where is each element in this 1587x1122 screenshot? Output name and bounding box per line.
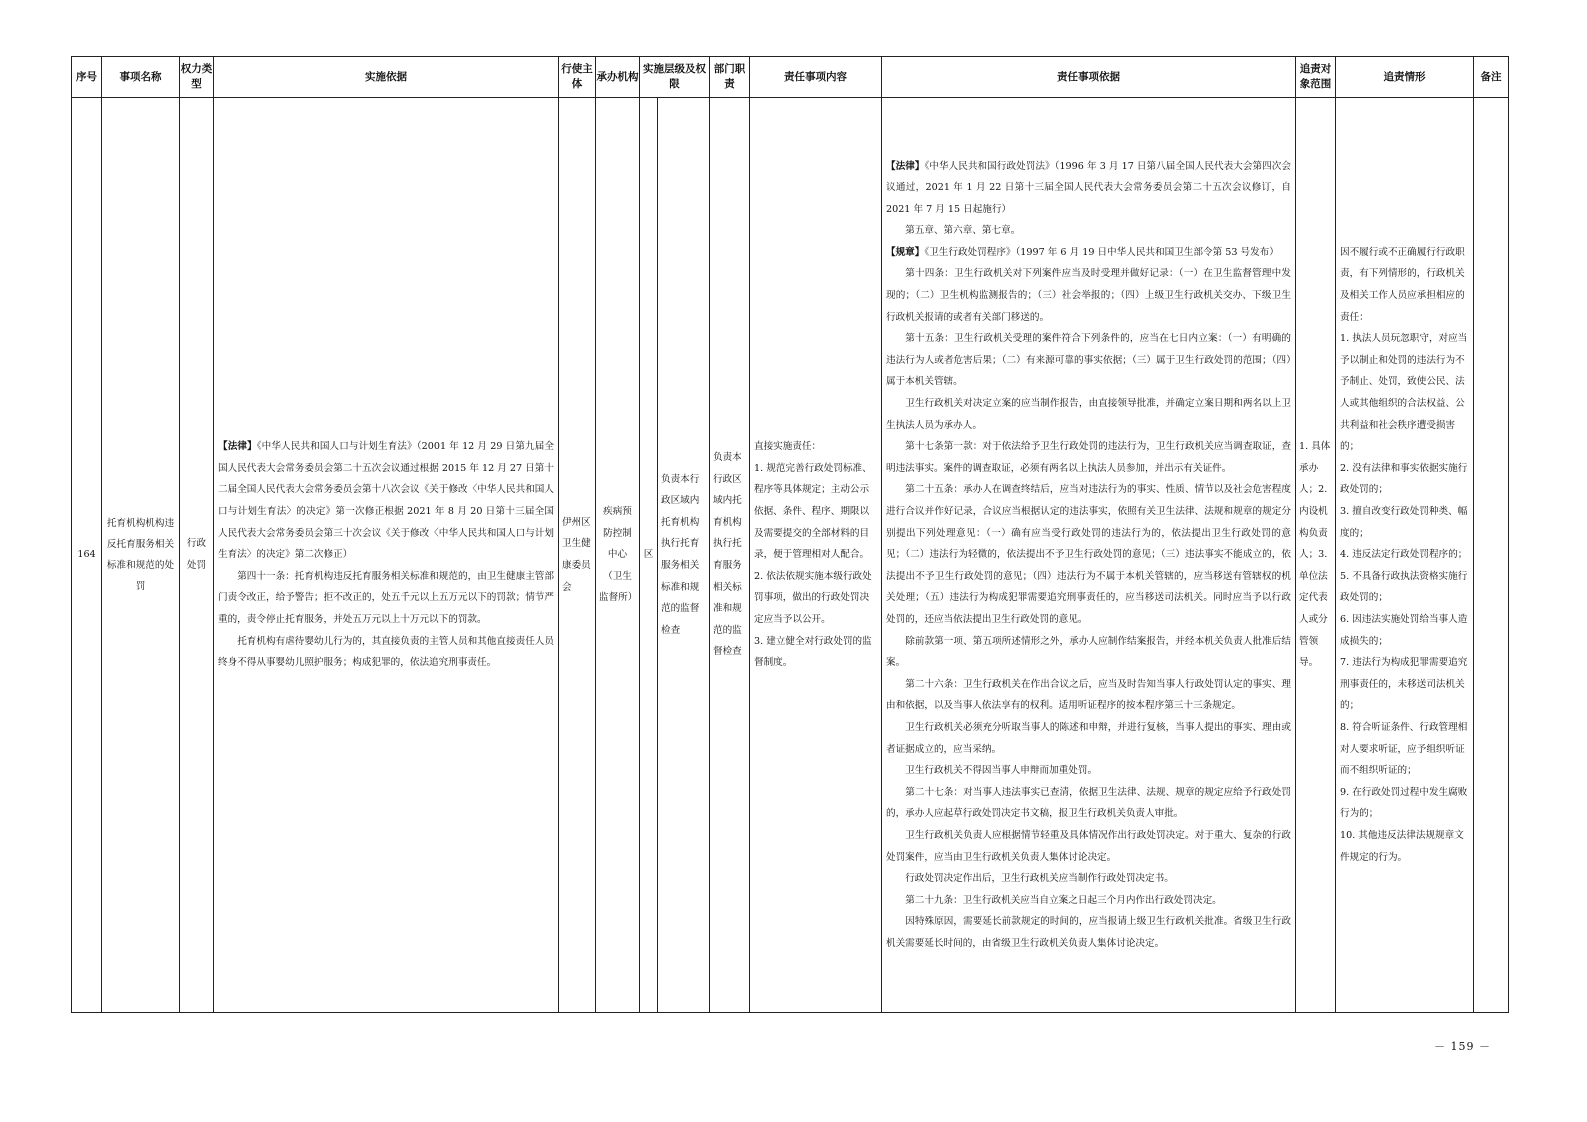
cell-level-detail: 负责本行政区域内托育机构执行托育服务相关标准和规范的监督检查 (658, 98, 710, 1013)
basis-text (218, 436, 554, 674)
cell-basis (214, 98, 559, 1013)
header-agency: 承办机构 (596, 57, 640, 98)
list-item: 3. 擅自改变行政处罚种类、幅度的； (1340, 506, 1468, 539)
paragraph-text: 行政处罚决定作出后，卫生行政机关应当制作行政处罚决定书。 (905, 873, 1174, 885)
paragraph-tag: 【法律】 (886, 160, 925, 172)
paragraph (218, 631, 554, 674)
list-item: 8. 符合听证条件、行政管理相对人要求听证，应予组织听证而不组织听证的； (1340, 721, 1468, 777)
resp-content-text (754, 436, 877, 674)
paragraph (218, 436, 554, 566)
resp-basis-text (886, 156, 1291, 955)
header-item-name: 事项名称 (102, 57, 180, 98)
cell-agency: 疾病预防控制中心（卫生监督所） (596, 98, 640, 1013)
list-item: 直接实施责任： (754, 441, 822, 453)
paragraph-text: 卫生行政机关对决定立案的应当制作报告，由直接领导批准，并确定立案日期和两名以上卫生执法人员为承办人。 (886, 398, 1291, 431)
paragraph-text: 卫生行政机关必须充分听取当事人的陈述和申辩，并进行复核，当事人提出的事实、理由或者证据成立的，应当采纳。 (886, 721, 1291, 755)
header-subject: 行使主体 (559, 57, 596, 98)
cell-power-type: 行政处罚 (180, 98, 214, 1013)
header-row (72, 57, 1509, 98)
paragraph (886, 393, 1291, 436)
paragraph (886, 263, 1291, 328)
paragraph-text: 《卫生行政处罚程序》（1997 年 6 月 19 日中华人民共和国卫生部令第 53 号发布） (924, 246, 1279, 258)
paragraph (886, 911, 1291, 954)
paragraph (886, 717, 1291, 760)
paragraph-tag: 【法律】 (218, 441, 257, 453)
paragraph (886, 328, 1291, 393)
cell-remark (1474, 98, 1509, 1013)
list-item: 3. 建立健全对行政处罚的监督制度。 (754, 635, 872, 669)
paragraph (886, 868, 1291, 890)
header-level: 实施层级及权限 (640, 57, 710, 98)
paragraph-text: 《中华人民共和国行政处罚法》（1996 年 3 月 17 日第八届全国人民代表大会第四次会议通过，2021 年 1 月 22 日第十三届全国人民代表大会常务委员会第二十五次会议修订，自 2021 年 7 月 15 日起施行） (886, 160, 1292, 215)
paragraph (886, 825, 1291, 868)
paragraph-text: 第二十六条：卫生行政机关在作出合议之后，应当及时告知当事人行政处罚认定的事实、理由和依据，以及当事人依法享有的权利。适用听证程序的按本程序第三十三条规定。 (886, 678, 1291, 712)
responsibility-table-sheet (71, 56, 1508, 1013)
paragraph (886, 156, 1291, 221)
paragraph (886, 782, 1291, 825)
list-item: 因不履行或不正确履行行政职责，有下列情形的，行政机关及相关工作人员应承担相应的责任： (1340, 246, 1465, 323)
paragraph-text: 除前款第一项、第五项所述情形之外，承办人应制作结案报告，并经本机关负责人批准后结案。 (886, 635, 1291, 669)
cell-level-a: 区 (640, 98, 658, 1013)
header-scope: 追责对象范围 (1296, 57, 1336, 98)
list-item: 7. 违法行为构成犯罪需要追究刑事责任的，未移送司法机关的； (1340, 657, 1468, 712)
paragraph-text: 第二十九条：卫生行政机关应当自立案之日起三个月内作出行政处罚决定。 (905, 894, 1222, 906)
list-item: 10. 其他违反法律法规规章文件规定的行为。 (1340, 829, 1464, 863)
header-cases: 追责情形 (1336, 57, 1474, 98)
cell-scope: 1. 具体承办人；2. 内设机构负责人；3. 单位法定代表人或分管领导。 (1296, 98, 1336, 1013)
paragraph (886, 242, 1291, 264)
list-item: 9. 在行政处罚过程中发生腐败行为的； (1340, 786, 1468, 820)
list-item: 2. 没有法律和事实依据实施行政处罚的； (1340, 462, 1468, 496)
paragraph-text: 第二十七条：对当事人违法事实已查清，依据卫生法律、法规、规章的规定应给予行政处罚的，承办人应起草行政处罚决定书文稿，报卫生行政机关负责人审批。 (886, 786, 1291, 820)
paragraph (886, 760, 1291, 782)
cell-seq: 164 (72, 98, 102, 1013)
cell-resp-basis (882, 98, 1296, 1013)
paragraph-text: 第十四条：卫生行政机关对下列案件应当及时受理并做好记录：（一）在卫生监督管理中发现的；（二）卫生机构监测报告的；（三）社会举报的；（四）上级卫生行政机关交办、下级卫生行政机关报请的或者有关部门移送的。 (886, 268, 1291, 323)
list-item: 6. 因违法实施处罚给当事人造成损失的； (1340, 613, 1468, 647)
paragraph (886, 436, 1291, 479)
list-item: 5. 不具备行政执法资格实施行政处罚的； (1340, 570, 1468, 604)
paragraph-text: 第二十五条：承办人在调查终结后，应当对违法行为的事实、性质、情节以及社会危害程度进行合议并作好记录，合议应当根据认定的违法事实，依照有关卫生法律、法规和规章的规定分别提出下列处理意见：（一）确有应当受行政处罚的违法行为的，依法提出卫生行政处罚的意见；（二）违法行为轻微的，依法提出不予卫生行政处罚的意见；（三）违法事实不能成立的，依法提出不予卫生行政处罚的意见；（四）违法行为不属于本机关管辖的，应当移送有管辖权的机关处理；（五）违法行为构成犯罪需要追究刑事责任的，应当移送司法机关。同时应当予以行政处罚的，还应当依法提出卫生行政处罚的意见。 (886, 484, 1291, 625)
cell-cases (1336, 98, 1474, 1013)
paragraph-text: 卫生行政机关负责人应根据情节轻重及具体情况作出行政处罚决定。对于重大、复杂的行政处罚案件，应当由卫生行政机关负责人集体讨论决定。 (886, 829, 1291, 863)
paragraph (218, 566, 554, 631)
list-item: 1. 执法人员玩忽职守，对应当予以制止和处罚的违法行为不予制止、处罚，致使公民、法人或其他组织的合法权益、公共利益和社会秩序遭受损害的； (1340, 333, 1468, 453)
page-number: － 159 － (1434, 1040, 1491, 1053)
cell-resp-content (750, 98, 882, 1013)
paragraph-text: 第十五条：卫生行政机关受理的案件符合下列条件的，应当在七日内立案：（一）有明确的违法行为人或者危害后果；（二）有来源可靠的事实依据；（三）属于卫生行政处罚的范围；（四）属于本机关管辖。 (886, 333, 1291, 388)
paragraph-text: 第四十一条：托育机构违反托育服务相关标准和规范的，由卫生健康主管部门责令改正，给予警告；拒不改正的，处五千元以上五万元以下的罚款；情节严重的，责令停止托育服务，并处五万元以上十万元以下的罚款。 (218, 570, 554, 625)
paragraph-text: 《中华人民共和国人口与计划生育法》（2001 年 12 月 29 日第九届全国人民代表大会常务委员会第二十五次会议通过根据 2015 年 12 月 27 日第十二届全国人民代表大会常务委员会第十八次会议《关于修改〈中华人民共和国人口与计划生育法〉的决定》第一次修正根据 2021 年 8 月 20 日第十三届全国人民代表大会常务委员会第三十次会议《关于修改〈中华人民共和国人口与计划生育法〉的决定》第二次修正） (218, 441, 555, 561)
paragraph (886, 631, 1291, 674)
responsibility-table (71, 56, 1509, 1013)
header-power-type: 权力类型 (180, 57, 214, 98)
header-duty: 部门职责 (710, 57, 750, 98)
header-remark: 备注 (1474, 57, 1509, 98)
paragraph-text: 因特殊原因，需要延长前款规定的时间的，应当报请上级卫生行政机关批准。省级卫生行政机关需要延长时间的，由省级卫生行政机关负责人集体讨论决定。 (886, 916, 1291, 949)
list-item: 2. 依法依规实施本级行政处罚事项，做出的行政处罚决定应当予以公开。 (754, 570, 872, 625)
header-resp-basis: 责任事项依据 (882, 57, 1296, 98)
paragraph-text: 托育机构有虐待婴幼儿行为的，其直接负责的主管人员和其他直接责任人员终身不得从事婴幼儿照护服务；构成犯罪的，依法追究刑事责任。 (218, 635, 554, 669)
list-item: 1. 规范完善行政处罚标准、程序等具体规定；主动公示依据、条件、程序、期限以及需要提交的全部材料的目录，便于管理相对人配合。 (754, 462, 872, 561)
paragraph (886, 479, 1291, 630)
header-basis: 实施依据 (214, 57, 559, 98)
list-item: 4. 违反法定行政处罚程序的； (1340, 549, 1468, 561)
paragraph-text: 第五章、第六章、第七章。 (905, 225, 1021, 237)
cases-text (1340, 242, 1469, 868)
paragraph-text: 第十七条第一款：对于依法给予卫生行政处罚的违法行为，卫生行政机关应当调查取证，查明违法事实。案件的调查取证，必须有两名以上执法人员参加，并出示有关证件。 (886, 441, 1291, 474)
paragraph (886, 674, 1291, 717)
paragraph (886, 220, 1291, 242)
cell-duty: 负责本行政区域内托育机构执行托育服务相关标准和规范的监督检查 (710, 98, 750, 1013)
paragraph-tag: 【规章】 (886, 246, 925, 258)
table-row (72, 98, 1509, 1013)
paragraph-text: 卫生行政机关不得因当事人申辩而加重处罚。 (905, 765, 1098, 777)
cell-item-name: 托育机构机构违反托育服务相关标准和规范的处罚 (102, 98, 180, 1013)
header-seq: 序号 (72, 57, 102, 98)
paragraph (886, 890, 1291, 912)
cell-subject: 伊州区卫生健康委员会 (559, 98, 596, 1013)
header-resp-content: 责任事项内容 (750, 57, 882, 98)
